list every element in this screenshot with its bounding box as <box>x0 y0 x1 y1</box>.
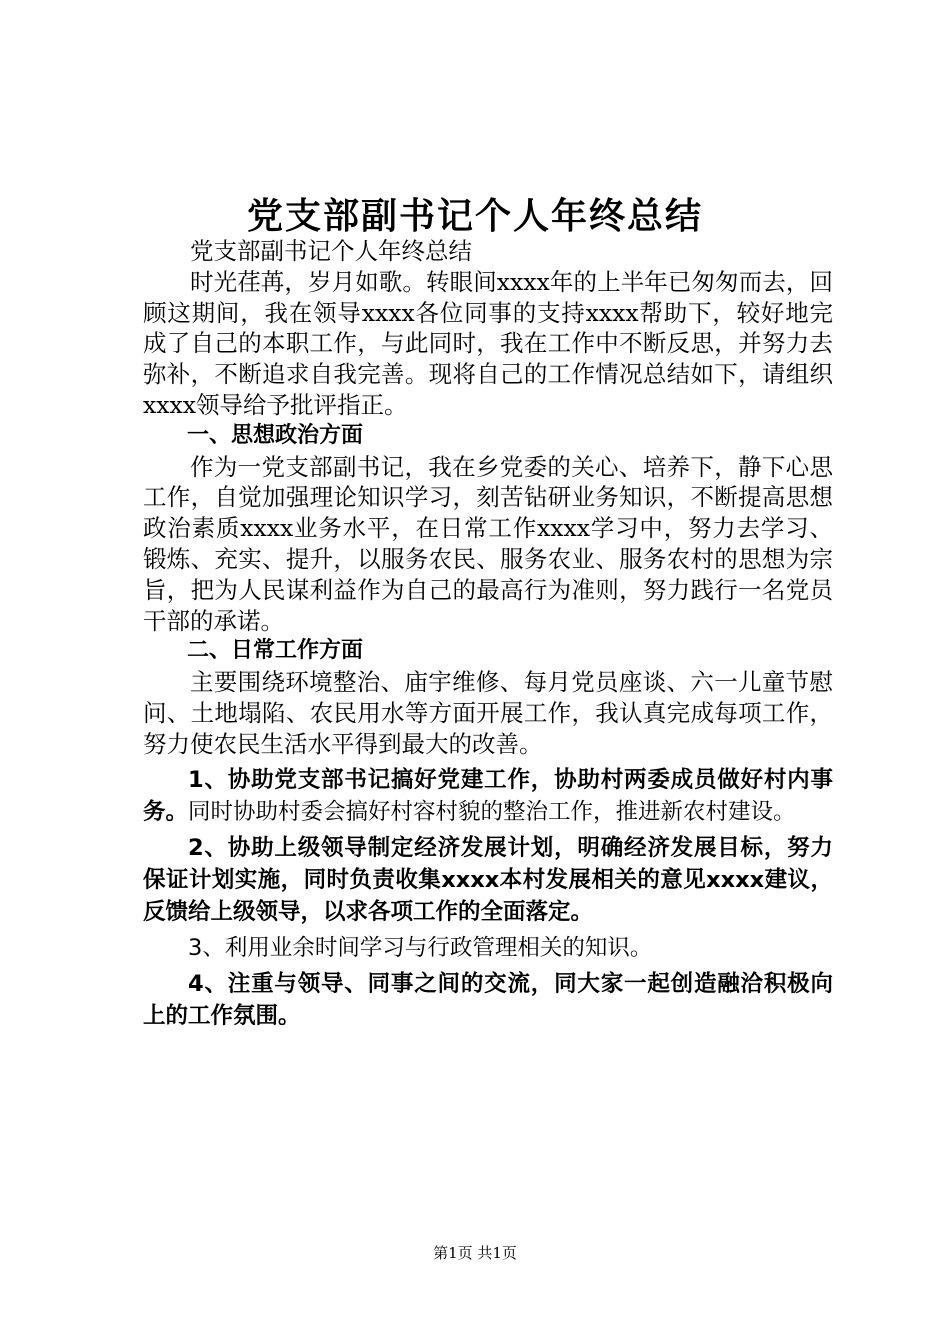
list-item-2-text: 2、协助上级领导制定经济发展计划，明确经济发展目标，努力保证计划实施，同时负责收集xxxx本村发展相关的意见xxxx建议，反馈给上级领导，以求各项工作的全面落定。 <box>143 834 833 925</box>
list-item-3: 3、利用业余时间学习与行政管理相关的知识。 <box>188 934 653 961</box>
intro-paragraph: 时光荏苒，岁月如歌。转眼间xxxx年的上半年已匆匆而去，回顾这期间，我在领导xxxx各位同事的支持xxxx帮助下，较好地完成了自己的本职工作，与此同时，我在工作中不断反思，并努力去弥补，不断追求自我完善。现将自己的工作情况总结如下，请组织xxxx领导给予批评指正。 <box>143 267 833 419</box>
list-item-1 <box>143 764 833 828</box>
list-item-4 <box>143 968 833 1032</box>
list-item-1-rest: 同时协助村委会搞好村容村貌的整治工作，推进新农村建设。 <box>188 798 796 825</box>
subtitle-paragraph: 党支部副书记个人年终总结 <box>190 237 472 265</box>
section-heading-political: 一、思想政治方面 <box>187 422 364 448</box>
list-item-4-text: 4、注重与领导、同事之间的交流，同大家一起创造融洽积极向上的工作氛围。 <box>143 970 833 1029</box>
list-item-1-bold: 1、协助党支部书记搞好党建工作，协助村两委成员做好村内事务。 <box>143 766 833 825</box>
political-paragraph: 作为一党支部副书记，我在乡党委的关心、培养下，静下心思工作，自觉加强理论知识学习，刻苦钻研业务知识，不断提高思想政治素质xxxx业务水平，在日常工作xxxx学习中，努力去学习、锻炼、充实、提升，以服务农民、服务农业、服务农村的思想为宗旨，把为人民谋利益作为自己的最高行为准则，努力践行一名党员干部的承诺。 <box>143 452 833 635</box>
list-item-2 <box>143 832 833 928</box>
section-heading-daily-work: 二、日常工作方面 <box>187 638 364 664</box>
page-footer: 第1页 共1页 <box>433 1244 517 1262</box>
document-body <box>143 236 833 1032</box>
document-title: 党支部副书记个人年终总结 <box>246 195 703 237</box>
daily-work-paragraph: 主要围绕环境整治、庙宇维修、每月党员座谈、六一儿童节慰问、土地塌陷、农民用水等方面开展工作，我认真完成每项工作，努力使农民生活水平得到最大的改善。 <box>143 668 833 758</box>
